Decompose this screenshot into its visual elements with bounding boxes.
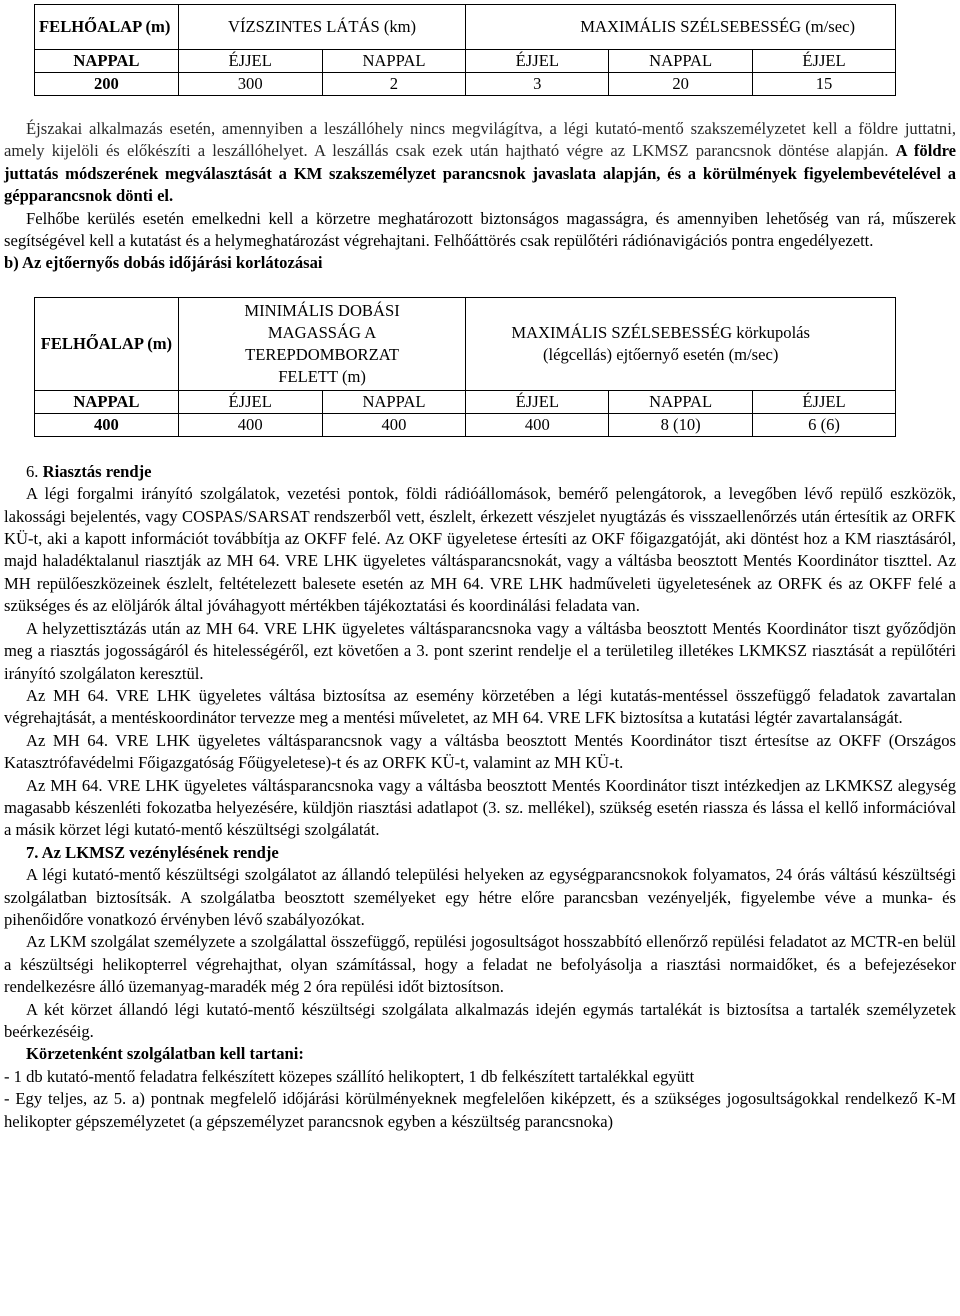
table2-cell: 400 — [178, 413, 322, 436]
document-page — [4, 0, 956, 1133]
list-item: - 1 db kutató-mentő feladatra felkészített közepes szállító helikoptert, 1 db felkészített tartalékkal együtt — [4, 1066, 695, 1086]
table2-cell: 400 — [35, 413, 179, 436]
table1-cell: 200 — [35, 73, 179, 96]
section6-paragraph: Az MH 64. VRE LHK ügyeletes váltásparancsnoka vagy a váltásba beosztott Mentés Koordinátor tiszt intézkedjen az LKMKSZ alegység magasabb készenléti fokozatba helyezésére, küldjön riasztási adatlapot (3. sz. mellékel), szükség esetén riassza és lássa el kellő információval a másik körzet légi kutató-mentő készültségi szolgálatát. — [4, 775, 956, 840]
section7-paragraph: A két körzet állandó légi kutató-mentő készültségi szolgálata alkalmazás idején egymás tartalékát is biztosítsa a tartalék személyzetek beérkezéséig. — [4, 999, 956, 1041]
table2-sub-night: ÉJJEL — [753, 390, 896, 413]
section7-paragraph: Az LKM szolgálat személyzete a szolgálattal összefüggő, repülési jogosultságot hosszabbító ellenőrző repülési feladatot az MCTR-en belül a készültségi helikopterrel végrehajthat, olyan számítással, hogy a feladat ne befolyásolja a riasztási normaidőket, és a befejezésekor rendelkezésre álló üzemanyag-maradék még 2 óra repülési időt biztosítson. — [4, 932, 956, 997]
night-operation-text: Éjszakai alkalmazás esetén, amennyiben a leszállóhely nincs megvilágítva, a légi kutató-mentő szakszemélyzetet kell a földre juttatni, amely kijelöli és előkészíti a leszállóhelyet. A leszállás csak ezek után hajtható végre az LKMSZ parancsnok döntése alapján. — [4, 119, 956, 161]
list-item: - Egy teljes, az 5. a) pontnak megfelelő időjárási körülményeknek megfelelően kiképzett, és a szükséges jogosultságokkal rendelkező K-M helikopter gépszemélyzetet (a gépszemélyzet parancsnok egyben a készültség parancsnoka) — [4, 1089, 956, 1131]
table2-sub-day: NAPPAL — [322, 390, 466, 413]
parachute-limits-heading: b) Az ejtőernyős dobás időjárási korlátozásai — [4, 253, 323, 273]
table1-sub-night: ÉJJEL — [466, 50, 609, 73]
cloud-entry-paragraph: Felhőbe kerülés esetén emelkedni kell a körzetre meghatározott biztonságos magasságra, és amennyiben lehetőség van rá, műszerek segítségével kell a kutatást és a helymeghatározást végrehajtani. Felhőáttörés csak repülőtéri rádiónavigációs pontra engedélyezett. — [4, 208, 956, 251]
section6-paragraph: Az MH 64. VRE LHK ügyeletes váltásparancsnok vagy a váltásba beosztott Mentés Koordinátor tiszt értesítse az OKFF (Országos Katasztrófavédelmi Főigazgatóság Főügyeletese)-t és az ORFK KÜ-t, valamint az MH KÜ-t. — [4, 730, 956, 773]
table1-sub-night: ÉJJEL — [178, 50, 322, 73]
table2-cell: 400 — [322, 413, 466, 436]
table2-sub-day: NAPPAL — [609, 390, 753, 413]
table1-header-cloudbase: FELHŐALAP (m) — [35, 5, 179, 50]
section6-paragraph: Az MH 64. VRE LHK ügyeletes váltása biztosítsa az esemény körzetében a légi kutatás-mentéssel összefüggő feladatok zavartalan végrehajtását, a mentéskoordinátor tervezze meg a mentési műveletet, az MH 64. VRE LFK biztosítsa a kutatási légtér zavartalanságát. — [4, 685, 956, 728]
table2-header-cloudbase: FELHŐALAP (m) — [35, 297, 179, 390]
table1-sub-day: NAPPAL — [322, 50, 466, 73]
table1-sub-day: NAPPAL — [35, 50, 179, 73]
table2-cell: 6 (6) — [753, 413, 896, 436]
section7-heading: 7. Az LKMSZ vezénylésének rendje — [26, 842, 279, 862]
table2-header-min-drop-height: MINIMÁLIS DOBÁSI MAGASSÁG A TEREPDOMBORZAT FELETT (m) — [178, 297, 466, 390]
section7-paragraph: A légi kutató-mentő készültségi szolgálatot az állandó települési helyeken az egységparancsnokok folyamatos, 24 órás váltású készültségi szolgálatban biztosítsák. A szolgálatba beosztott személyeket egy hétre előre parancsban vezényeljék, figyelembe véve a munka- és pihenőidőre vonatkozó érvényben lévő szabályozókat. — [4, 865, 956, 929]
table2-cell: 8 (10) — [609, 413, 753, 436]
table2-sub-night: ÉJJEL — [178, 390, 322, 413]
table1-cell: 15 — [753, 73, 896, 96]
table2-header-max-wind: MAXIMÁLIS SZÉLSEBESSÉG körkupolás (légcellás) ejtőernyő esetén (m/sec) — [466, 297, 896, 390]
table1-header-visibility: VÍZSZINTES LÁTÁS (km) — [178, 5, 466, 50]
parachute-limits-table — [34, 297, 896, 437]
night-operation-paragraph — [4, 118, 956, 208]
table1-cell: 300 — [178, 73, 322, 96]
table1-cell: 2 — [322, 73, 466, 96]
section6-heading — [4, 461, 956, 483]
section7-subheading: Körzetenként szolgálatban kell tartani: — [26, 1044, 304, 1064]
section6-paragraph: A légi forgalmi irányító szolgálatok, vezetési pontok, földi rádióállomások, bemérő pelengátorok, a levegőben lévő repülő eszközök, lakossági bejelentés, vagy COSPAS/SARSAT rendszerből vett, észlelt, érkezett vészjelet nyugtázás és visszaellenőrzés után értesítik az ORFK KÜ-t, aki a kapott információt továbbítja az OKFF felé. Az OKF ügyeletese értesíti az OKF főigazgatóját, aki döntést hoz a KM riasztásáról, majd haladéktalanul riasztják az MH 64. VRE LHK ügyeletes váltásparancsnokát, vagy a váltásba beosztott Mentés Koordinátor tiszttel. Az MH repülőeszközeinek észlelt, feltételezett balesete esetén az MH 64. VRE LHK hadműveleti ügyeletesének az ORFK és az OKFF felé a szükséges és az elöljárók által jóváhagyott mértékben tájékoztatási és koordinálási feladata van. — [4, 484, 956, 616]
night-operation-decision-text: A földre juttatás módszerének megválasztását a KM szakszemélyzet parancsnok javaslata alapján, és a körülmények figyelembevételével a gépparancsnok dönti el. — [4, 141, 956, 206]
table1-header-wind: MAXIMÁLIS SZÉLSEBESSÉG (m/sec) — [466, 5, 896, 50]
section6-paragraph: A helyzettisztázás után az MH 64. VRE LHK ügyeletes váltásparancsnoka vagy a váltásba beosztott Mentés Koordinátor tiszt győződjön meg a riasztás jogosságáról és hitelességéről, ezt követően a 3. pont szerint rendelje el a területileg illetékes LKMKSZ riasztását a repülőtéri irányító szolgálaton keresztül. — [4, 618, 956, 683]
visibility-limits-table — [34, 4, 896, 96]
table1-cell: 3 — [466, 73, 609, 96]
section6-title: Riasztás rendje — [42, 461, 152, 481]
table2-cell: 400 — [466, 413, 609, 436]
table1-cell: 20 — [609, 73, 753, 96]
table2-sub-night: ÉJJEL — [466, 390, 609, 413]
section6-number: 6. — [26, 461, 39, 481]
table2-sub-day: NAPPAL — [35, 390, 179, 413]
table1-sub-night: ÉJJEL — [753, 50, 896, 73]
table1-sub-day: NAPPAL — [609, 50, 753, 73]
